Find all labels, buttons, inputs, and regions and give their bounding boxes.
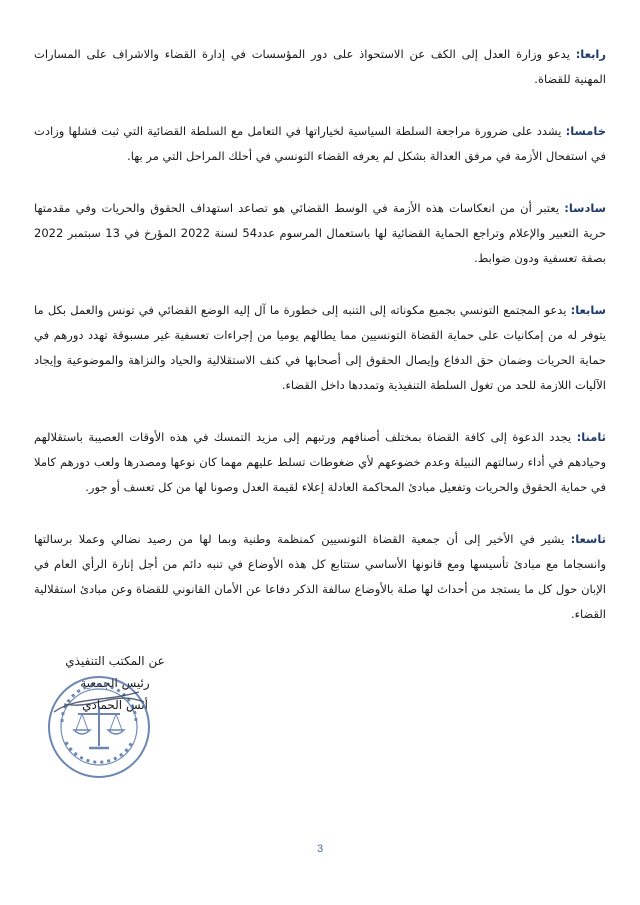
signature-name-line: أنس الحمادي (82, 698, 148, 712)
paragraph-lead: تاسعا: (570, 532, 606, 546)
paragraph-tasian (34, 527, 606, 627)
paragraph-text: يجدد الدعوة إلى كافة القضاة بمختلف أصنافهم ورتبهم إلى مزيد التمسك في هذه الأوقات العصيبة باستقلالهم وحيادهم في أداء رسالتهم النبيلة وعدم خضوعهم لأي ضغوطات تسلط عليهم مهما كان نوعها ومصدرها ولعب دورهم كاملا في حماية الحقوق والحريات وتفعيل مبادئ المحاكمة العادلة إعلاء لقيمة العدل وصونا لها من كل تعسف أو جور. (34, 430, 606, 494)
paragraph-lead: سابعا: (570, 303, 606, 317)
paragraph-lead: رابعا: (575, 47, 606, 61)
paragraph-lead: خامسا: (565, 124, 606, 138)
paragraph-text: يعتبر أن من انعكاسات هذه الأزمة في الوسط القضائي هو تصاعد استهداف الحقوق والحريات وفي مقدمتها حرية التعبير والإعلام وتراجع الحماية القضائية لها باستعمال المرسوم عدد54 لسنة 2022 المؤرخ في 13 سبتمبر 2022 بصفة تعسفية ودون ضوابط. (34, 201, 606, 265)
paragraph-text: يدعو المجتمع التونسي بجميع مكوناته إلى التنبه إلى خطورة ما آل إليه الوضع القضائي في تونس والعمل بكل ما يتوفر له من إمكانيات على حماية القضاة التونسيين مما يطالهم يوميا من إجراءات تعسفية غير مسبوقة تهدد دورهم في حماية الحريات وضمان حق الدفاع وإيصال الحقوق إلى أصحابها في كنف الاستقلالية والحياد والنزاهة والموضوعية وإيجاد الآليات اللازمة للحد من تغول السلطة التنفيذية وتمددها داخل القضاء. (34, 303, 606, 392)
paragraph-thaminan (34, 425, 606, 500)
paragraph-text: يدعو وزارة العدل إلى الكف عن الاستحواذ على دور المؤسسات في إدارة القضاء والاشراف على المسارات المهنية للقضاة. (34, 47, 606, 86)
paragraph-rabian (34, 42, 606, 92)
signature-office-line: عن المكتب التنفيذي (65, 654, 165, 668)
document-body (34, 42, 606, 654)
association-stamp-icon (44, 672, 154, 782)
signature-title-line: رئيس الجمعية (80, 676, 150, 690)
paragraph-lead: سادسا: (564, 201, 606, 215)
paragraph-sadisan (34, 196, 606, 271)
paragraph-sabian (34, 298, 606, 398)
paragraph-khamisan (34, 119, 606, 169)
paragraph-text: يشدد على ضرورة مراجعة السلطة السياسية لخياراتها في التعامل مع السلطة القضائية التي ثبت فشلها وزادت في استفحال الأزمة في مرفق العدالة بشكل لم يعرفه القضاء التونسي في أحلك المراحل التي مر بها. (34, 124, 606, 163)
paragraph-text: يشير في الأخير إلى أن جمعية القضاة التونسيين كمنظمة وطنية وبما لها من رصيد نضالي وعملا برسالتها وانسجاما مع مبادئ تأسيسها ومع قانونها الأساسي ستتابع كل هذه الأوضاع في تنبه دائم من أجل إنارة الرأي العام في الإبان حول كل ما يستجد من أحداث لها صلة بالأوضاع سالفة الذكر دفاعا عن الأمان القانوني للقضاة وعن مبادئ استقلالية القضاء. (34, 532, 606, 621)
paragraph-lead: ثامنا: (576, 430, 606, 444)
page-number: 3 (316, 843, 324, 855)
